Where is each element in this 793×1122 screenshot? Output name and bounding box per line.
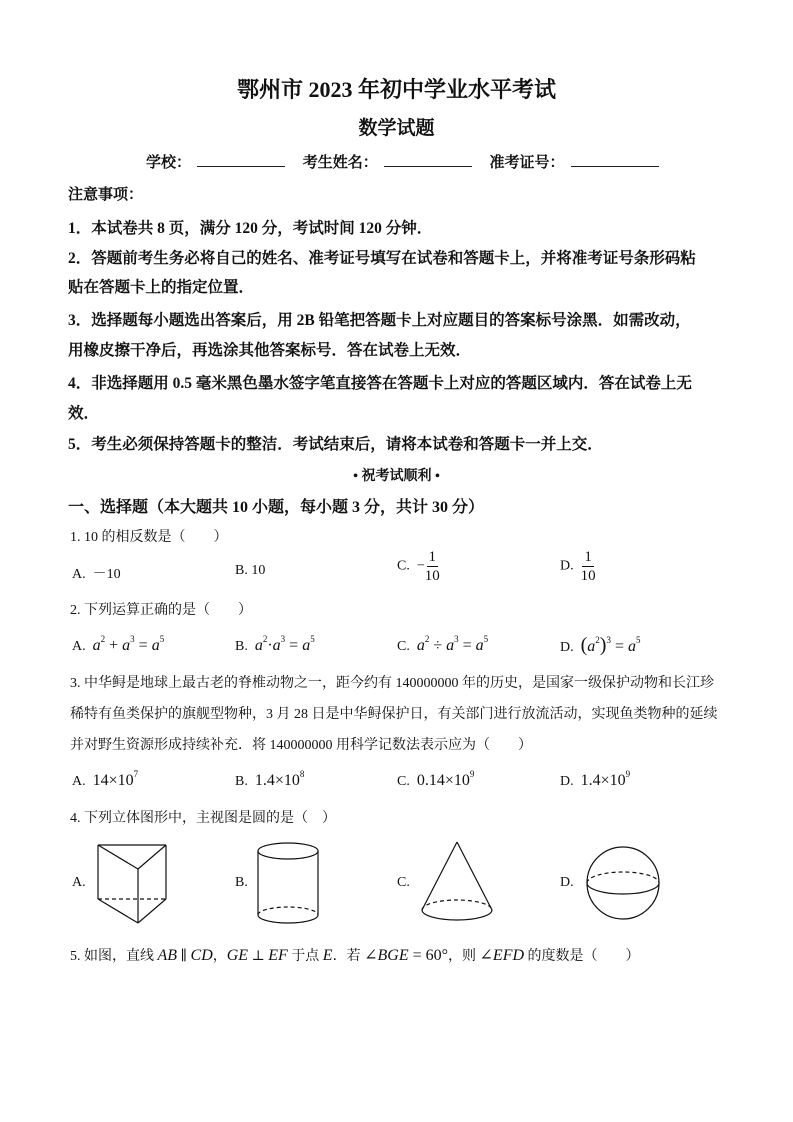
q3-option-c: C. $0.14\times 10^9$ [397, 769, 475, 789]
sphere-figure [585, 845, 661, 921]
q4-option-d-label: D. [560, 875, 574, 890]
question-3-stem-line: 并对野生资源形成持续补充．将 140000000 用科学记数法表示应为（ ） [70, 738, 532, 753]
fraction: $\frac{1}{10}$ [424, 549, 440, 584]
notice-item: 4．非选择题用 0.5 毫米黑色墨水签字笔直接答在答题卡上对应的答题区域内．答在试卷上无 [68, 375, 692, 392]
q3-option-a: A. $14\times 10^7$ [72, 769, 139, 789]
math-expression: $(a^2)^3 = a^5$ [580, 634, 641, 656]
school-label: 学校： [146, 155, 192, 171]
math-expression: $a^2\cdot a^3 = a^5$ [254, 634, 315, 654]
q4-option-b-label: B. [235, 875, 248, 890]
q2-option-a: A. $a^2 + a^3 = a^5$ [72, 634, 165, 654]
math-expression: $a^2 \div a^3 = a^5$ [416, 634, 489, 654]
q2-option-d: D. $(a^2)^3 = a^5$ [560, 634, 641, 656]
q2-option-b: B. $a^2\cdot a^3 = a^5$ [235, 634, 315, 654]
cone-figure [420, 840, 494, 926]
question-1-stem: 1. 10 的相反数是（ ） [70, 530, 228, 545]
cylinder-figure [257, 841, 321, 925]
exam-id-label: 准考证号： [489, 155, 565, 171]
exam-subtitle: 数学试题 [358, 118, 435, 139]
question-3-stem-line: 稀特有鱼类保护的旗舰型物种，3 月 28 日是中华鲟保护日，有关部门进行放流活动，实现鱼类物种的延续 [70, 707, 718, 722]
notice-heading: 注意事项： [68, 187, 144, 203]
exam-id-blank [571, 152, 659, 167]
notice-item: 1．本试卷共 8 页，满分 120 分，考试时间 120 分钟． [68, 220, 433, 237]
question-4-stem: 4. 下列立体图形中，主视图是圆的是（ ） [70, 811, 336, 826]
q4-option-a-label: A. [72, 875, 86, 890]
math-expression: $a^2 + a^3 = a^5$ [92, 634, 165, 654]
section-heading: 一、选择题（本大题共 10 小题，每小题 3 分，共计 30 分） [68, 499, 485, 516]
q1-option-c: C. − $\frac{1}{10}$ [397, 549, 440, 584]
q1-option-b: B. 10 [235, 563, 266, 578]
school-blank [197, 152, 285, 167]
q2-option-c: C. $a^2 \div a^3 = a^5$ [397, 634, 489, 654]
notice-item: 2．答题前考生务必将自己的姓名、准考证号填写在试卷和答题卡上，并将准考证号条形码粘 [68, 250, 696, 267]
question-2-stem: 2. 下列运算正确的是（ ） [70, 603, 252, 618]
fraction: $\frac{1}{10}$ [580, 549, 596, 584]
q1-option-a: A. －10 [72, 567, 121, 582]
candidate-info-row [146, 151, 673, 172]
notice-item: 用橡皮擦干净后，再选涂其他答案标号．答在试卷上无效． [68, 342, 472, 359]
name-blank [384, 152, 472, 167]
notice-item: 效． [68, 405, 100, 422]
q4-option-c-label: C. [397, 875, 410, 890]
question-3-stem-line: 3. 中华鲟是地球上最古老的脊椎动物之一，距今约有 140000000 年的历史，是国家一级保护动物和长江珍 [70, 676, 714, 691]
q3-option-d: D. $1.4\times 10^9$ [560, 769, 631, 789]
good-luck-text: • 祝考试顺利 • [353, 469, 440, 484]
triangular-prism-figure [96, 843, 176, 925]
notice-item: 贴在答题卡上的指定位置． [68, 279, 255, 296]
q1-option-d: D. $\frac{1}{10}$ [560, 549, 596, 584]
q3-option-b: B. $1.4\times 10^8$ [235, 769, 305, 789]
question-5-stem: 5. 如图，直线 AB ∥ CD，GE ⊥ EF 于点 E．若 ∠BGE = 60°，则 ∠EFD 的度数是（ ） [70, 947, 640, 964]
notice-item: 3．选择题每小题选出答案后，用 2B 铅笔把答题卡上对应题目的答案标号涂黑．如需改动， [68, 312, 691, 329]
exam-title: 鄂州市 2023 年初中学业水平考试 [236, 77, 556, 102]
name-label: 考生姓名： [302, 155, 378, 171]
notice-item: 5．考生必须保持答题卡的整洁．考试结束后，请将本试卷和答题卡一并上交． [68, 436, 603, 453]
